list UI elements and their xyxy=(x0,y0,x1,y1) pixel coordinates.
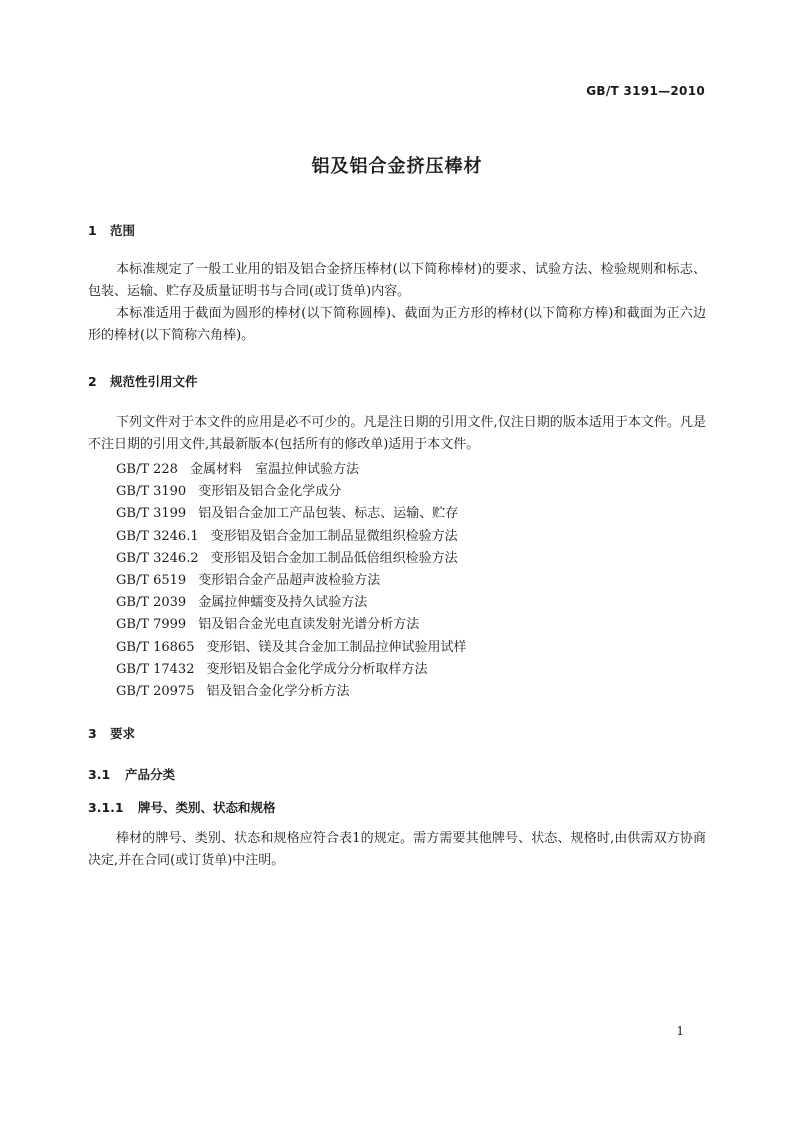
reference-code: GB/T 2039 xyxy=(116,595,187,611)
reference-item xyxy=(116,548,467,570)
reference-code: GB/T 3190 xyxy=(116,484,187,500)
reference-item xyxy=(116,614,467,636)
standard-code: GB/T 3191—2010 xyxy=(586,84,705,98)
reference-title: 铝及铝合金化学分析方法 xyxy=(206,684,350,700)
reference-title: 变形铝及铝合金化学成分分析取样方法 xyxy=(206,661,428,677)
reference-title: 铝及铝合金光电直读发射光谱分析方法 xyxy=(198,617,420,633)
section-3-number: 3 xyxy=(88,726,97,741)
section-1-paragraph-2: 本标准适用于截面为圆形的棒材(以下简称圆棒)、截面为正方形的棒材(以下简称方棒)和截面为正六边形的棒材(以下简称六角棒)。 xyxy=(88,306,706,343)
reference-title: 金属材料 室温拉伸试验方法 xyxy=(189,462,359,477)
reference-code: GB/T 3199 xyxy=(116,506,187,522)
reference-code: GB/T 3246.2 xyxy=(116,550,199,566)
section-3-1-1-number: 3.1.1 xyxy=(88,800,124,815)
page-number: 1 xyxy=(676,1024,684,1038)
reference-code: GB/T 20975 xyxy=(116,684,195,700)
reference-item xyxy=(116,481,467,503)
section-1-title: 范围 xyxy=(110,223,136,238)
section-2-intro: 下列文件对于本文件的应用是必不可少的。凡是注日期的引用文件,仅注日期的版本适用于本文件。凡是不注日期的引用文件,其最新版本(包括所有的修改单)适用于本文件。 xyxy=(88,415,706,452)
section-3-1-1-heading xyxy=(88,798,276,816)
section-3-1-number: 3.1 xyxy=(88,767,111,782)
reference-code: GB/T 7999 xyxy=(116,617,187,633)
reference-title: 金属拉伸蠕变及持久试验方法 xyxy=(198,595,368,611)
section-2-title: 规范性引用文件 xyxy=(110,374,198,389)
reference-item xyxy=(116,526,467,548)
reference-item xyxy=(116,681,467,703)
reference-code: GB/T 17432 xyxy=(116,661,195,677)
section-1-number: 1 xyxy=(88,223,97,238)
reference-code: GB/T 16865 xyxy=(116,639,195,655)
section-1-heading xyxy=(88,221,135,239)
reference-title: 变形铝合金产品超声波检验方法 xyxy=(198,573,381,589)
reference-title: 铝及铝合金加工产品包装、标志、运输、贮存 xyxy=(198,506,459,522)
section-2-number: 2 xyxy=(88,374,97,389)
reference-item xyxy=(116,592,467,614)
section-3-1-heading xyxy=(88,765,175,783)
reference-code: GB/T 6519 xyxy=(116,573,187,589)
normative-references-list xyxy=(116,459,467,703)
section-3-1-1-paragraph: 棒材的牌号、类别、状态和规格应符合表1的规定。需方需要其他牌号、状态、规格时,由供需双方协商决定,并在合同(或订货单)中注明。 xyxy=(88,831,706,868)
reference-item xyxy=(116,503,467,525)
reference-item xyxy=(116,659,467,681)
reference-item xyxy=(116,570,467,592)
reference-item xyxy=(116,637,467,659)
reference-item xyxy=(116,459,467,481)
reference-title: 变形铝、镁及其合金加工制品拉伸试验用试样 xyxy=(206,639,467,655)
section-3-title: 要求 xyxy=(110,726,136,741)
section-3-1-1-title: 牌号、类别、状态和规格 xyxy=(138,800,276,815)
reference-code: GB/T 228 xyxy=(116,462,178,477)
section-1-paragraph-1: 本标准规定了一般工业用的铝及铝合金挤压棒材(以下简称棒材)的要求、试验方法、检验规则和标志、包装、运输、贮存及质量证明书与合同(或订货单)内容。 xyxy=(88,262,706,299)
document-title: 铝及铝合金挤压棒材 xyxy=(311,156,483,177)
reference-code: GB/T 3246.1 xyxy=(116,528,199,544)
section-3-1-title: 产品分类 xyxy=(125,767,176,782)
section-2-heading xyxy=(88,372,198,390)
reference-title: 变形铝及铝合金化学成分 xyxy=(198,484,342,500)
section-3-heading xyxy=(88,724,135,742)
reference-title: 变形铝及铝合金加工制品显微组织检验方法 xyxy=(210,528,458,544)
reference-title: 变形铝及铝合金加工制品低倍组织检验方法 xyxy=(210,550,458,566)
